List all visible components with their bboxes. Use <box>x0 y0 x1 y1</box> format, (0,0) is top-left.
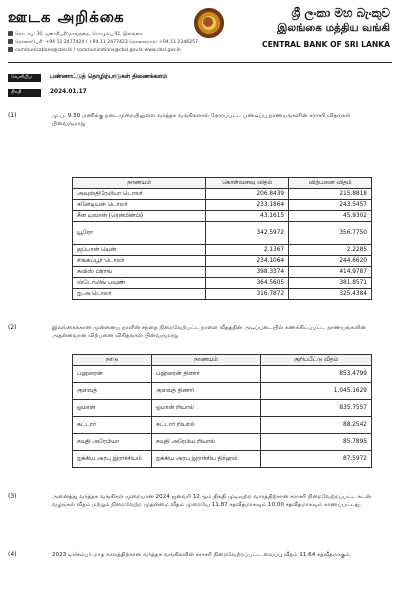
currency-cell: ஓமான் றியால் <box>152 400 261 417</box>
bank-name-tamil: இலங்கை மத்திய வங்கி <box>277 22 390 34</box>
contact-address <box>8 31 143 38</box>
buy-rate-cell: 206.8439 <box>206 189 289 200</box>
country-cell: கட்டார் <box>73 417 152 434</box>
table-row <box>73 366 372 383</box>
table-row <box>73 222 372 245</box>
rate-cell: 85.7895 <box>261 434 372 451</box>
country-cell: குவைத் <box>73 383 152 400</box>
table-row <box>73 267 372 278</box>
currency-cell: சீன யுவான் (ரென்மின்பி) <box>73 211 206 222</box>
country-cell: ஐக்கிய அரபு இராச்சியம் <box>73 451 152 468</box>
issued-value: பண்ணாட்டுத் தொழிற்பாடுகள் திணைக்களம் <box>50 74 168 80</box>
rate-cell: 87.5972 <box>261 451 372 468</box>
table-row <box>73 417 372 434</box>
section-text: இலங்கைக்கான முன்னைய நாளின் சந்தை நிறைவேற்பட்ட நாளை வீதத்தின் அடிப்படையில் கணக்கிடப்பட்ட நாணயங்களின் அதன்னவான விற்பனை விகிதங்கள் பின்வருமாறு <box>52 325 366 339</box>
sell-rate-cell: 45.9302 <box>289 211 372 222</box>
contact-phone <box>8 39 198 46</box>
buy-rate-cell: 233.1864 <box>206 200 289 211</box>
currency-cell: ஐக்கிய அரபு இராச்சிய திர்ஹம் <box>152 451 261 468</box>
sell-rate-cell: 356.7750 <box>289 222 372 245</box>
column-header: நாணயம் <box>152 355 261 366</box>
column-header: குறிப்பீட்டு வீதம் <box>261 355 372 366</box>
currency-cell: கட்டார் றியால் <box>152 417 261 434</box>
sell-rate-cell: 215.8818 <box>289 189 372 200</box>
table-header-row <box>73 355 372 366</box>
email-icon <box>8 47 13 52</box>
indicative-rate-table <box>72 354 372 468</box>
table-row <box>73 289 372 300</box>
buy-rate-cell: 43.1615 <box>206 211 289 222</box>
contact-email-text: communications@cbsl.lk / communications@cbsl.gov.lk www.cbsl.gov.lk <box>15 48 181 53</box>
table-row <box>73 278 372 289</box>
phone-icon <box>8 39 13 44</box>
contact-email <box>8 47 181 54</box>
column-header: விற்பனை விதம் <box>289 178 372 189</box>
buy-rate-cell: 316.7872 <box>206 289 289 300</box>
buy-rate-cell: 234.1064 <box>206 256 289 267</box>
table-row <box>73 245 372 256</box>
bank-name-english: CENTRAL BANK OF SRI LANKA <box>262 40 390 49</box>
table-row <box>73 211 372 222</box>
table-row <box>73 400 372 417</box>
exchange-rate-table <box>72 177 372 300</box>
seal-emblem <box>203 17 213 27</box>
buy-rate-cell: 2.1367 <box>206 245 289 256</box>
rate-cell: 853.4799 <box>261 366 372 383</box>
header-divider <box>8 62 392 63</box>
rate-cell: 88.2542 <box>261 417 372 434</box>
bank-name-sinhala: ශ්‍රී ලංකා මහ බැංකුව <box>291 6 390 20</box>
section-number: (2) <box>8 324 17 331</box>
currency-cell: பஹ்ரைன் தினார் <box>152 366 261 383</box>
buy-rate-cell: 342.5972 <box>206 222 289 245</box>
section-text: மு.ப. 9.30 மணிக்கு நடைமுறையிலுள்ள வர்த்தக வங்கிகளால் கோரப்பட்ட பண்டிப்பு நாணயங்களின் சராசரி விதங்கள் பின்வருமாறு <box>52 113 351 127</box>
column-header: நாணயம் <box>73 178 206 189</box>
contact-phone-text: தொலைபேசி: +94 11 2477424 / +94 11 2477423 தொலைநகல்: +94 11 2346257 <box>15 40 198 45</box>
currency-cell: யூரோ <box>73 222 206 245</box>
currency-cell: சவுதி அரேபிய றியால் <box>152 434 261 451</box>
rate-cell: 835.7557 <box>261 400 372 417</box>
date-value: 2024.01.17 <box>50 89 87 95</box>
column-header: நாடு <box>73 355 152 366</box>
sell-rate-cell: 414.9787 <box>289 267 372 278</box>
table-row <box>73 200 372 211</box>
section-number: (3) <box>8 493 17 500</box>
country-cell: சவுதி அரேபியா <box>73 434 152 451</box>
table-row <box>73 256 372 267</box>
sell-rate-cell: 244.6620 <box>289 256 372 267</box>
country-cell: பஹ்ரைன் <box>73 366 152 383</box>
currency-cell: குவைத் தினார் <box>152 383 261 400</box>
location-icon <box>8 31 13 36</box>
currency-cell: ஜப்பான் யென் <box>73 245 206 256</box>
section-number: (4) <box>8 551 17 558</box>
table-row <box>73 434 372 451</box>
currency-cell: சுவிஸ் பிராங் <box>73 267 206 278</box>
header-title: ஊடக அறிக்கை <box>8 8 125 26</box>
sell-rate-cell: 381.8571 <box>289 278 372 289</box>
sell-rate-cell: 325.4384 <box>289 289 372 300</box>
contact-address-text: தொடர்பு: 30, ஜனாதிபதி மாவத்தை, கொழும்பு 01, இலங்கை <box>15 32 143 37</box>
date-label: திகதி <box>8 89 41 97</box>
currency-cell: ஸ்டேர்லிங் பவுண் <box>73 278 206 289</box>
sell-rate-cell: 2.2285 <box>289 245 372 256</box>
issued-label: வெளியீடு <box>8 74 41 82</box>
buy-rate-cell: 364.5605 <box>206 278 289 289</box>
currency-cell: அவுஸ்திரேலியா டொலர் <box>73 189 206 200</box>
table-header-row <box>73 178 372 189</box>
country-cell: ஓமான் <box>73 400 152 417</box>
currency-cell: கனேடியன் டொலர் <box>73 200 206 211</box>
currency-cell: ஐ.அ.டொலர் <box>73 289 206 300</box>
buy-rate-cell: 398.3374 <box>206 267 289 278</box>
column-header: கொள்வனவு விதம் <box>206 178 289 189</box>
currency-cell: சிங்கப்பூர் டொலர் <box>73 256 206 267</box>
table-row <box>73 189 372 200</box>
table-row <box>73 451 372 468</box>
section-number: (1) <box>8 112 17 119</box>
section-text: 2023 டிசெம்பர் மாத காலத்திற்கான வர்த்தக வங்கிகளின் சராசரி நிறைவேற்றப்பட்ட வைப்பு வீதம் 11.64 சதவீதமாகும். <box>52 552 352 558</box>
table-row <box>73 383 372 400</box>
sell-rate-cell: 243.5457 <box>289 200 372 211</box>
section-text: அனைத்து வர்த்தக வங்கிகள் முறையான 2024 ஜனவரி 12ஆம் திகதி முடிவுற்ற வாரத்திற்கான சராசரி நிறைவேற்றப்பட்ட கடன் வழங்கல் வீதம் மற்றும் நிறைவேற்ற முதன்மை வீதம் முறையே 11.87 சதவீதமாகவும் 10.00 சதவீதமாகவும் காணப்பட்டது. <box>52 494 372 508</box>
rate-cell: 1,045.1629 <box>261 383 372 400</box>
